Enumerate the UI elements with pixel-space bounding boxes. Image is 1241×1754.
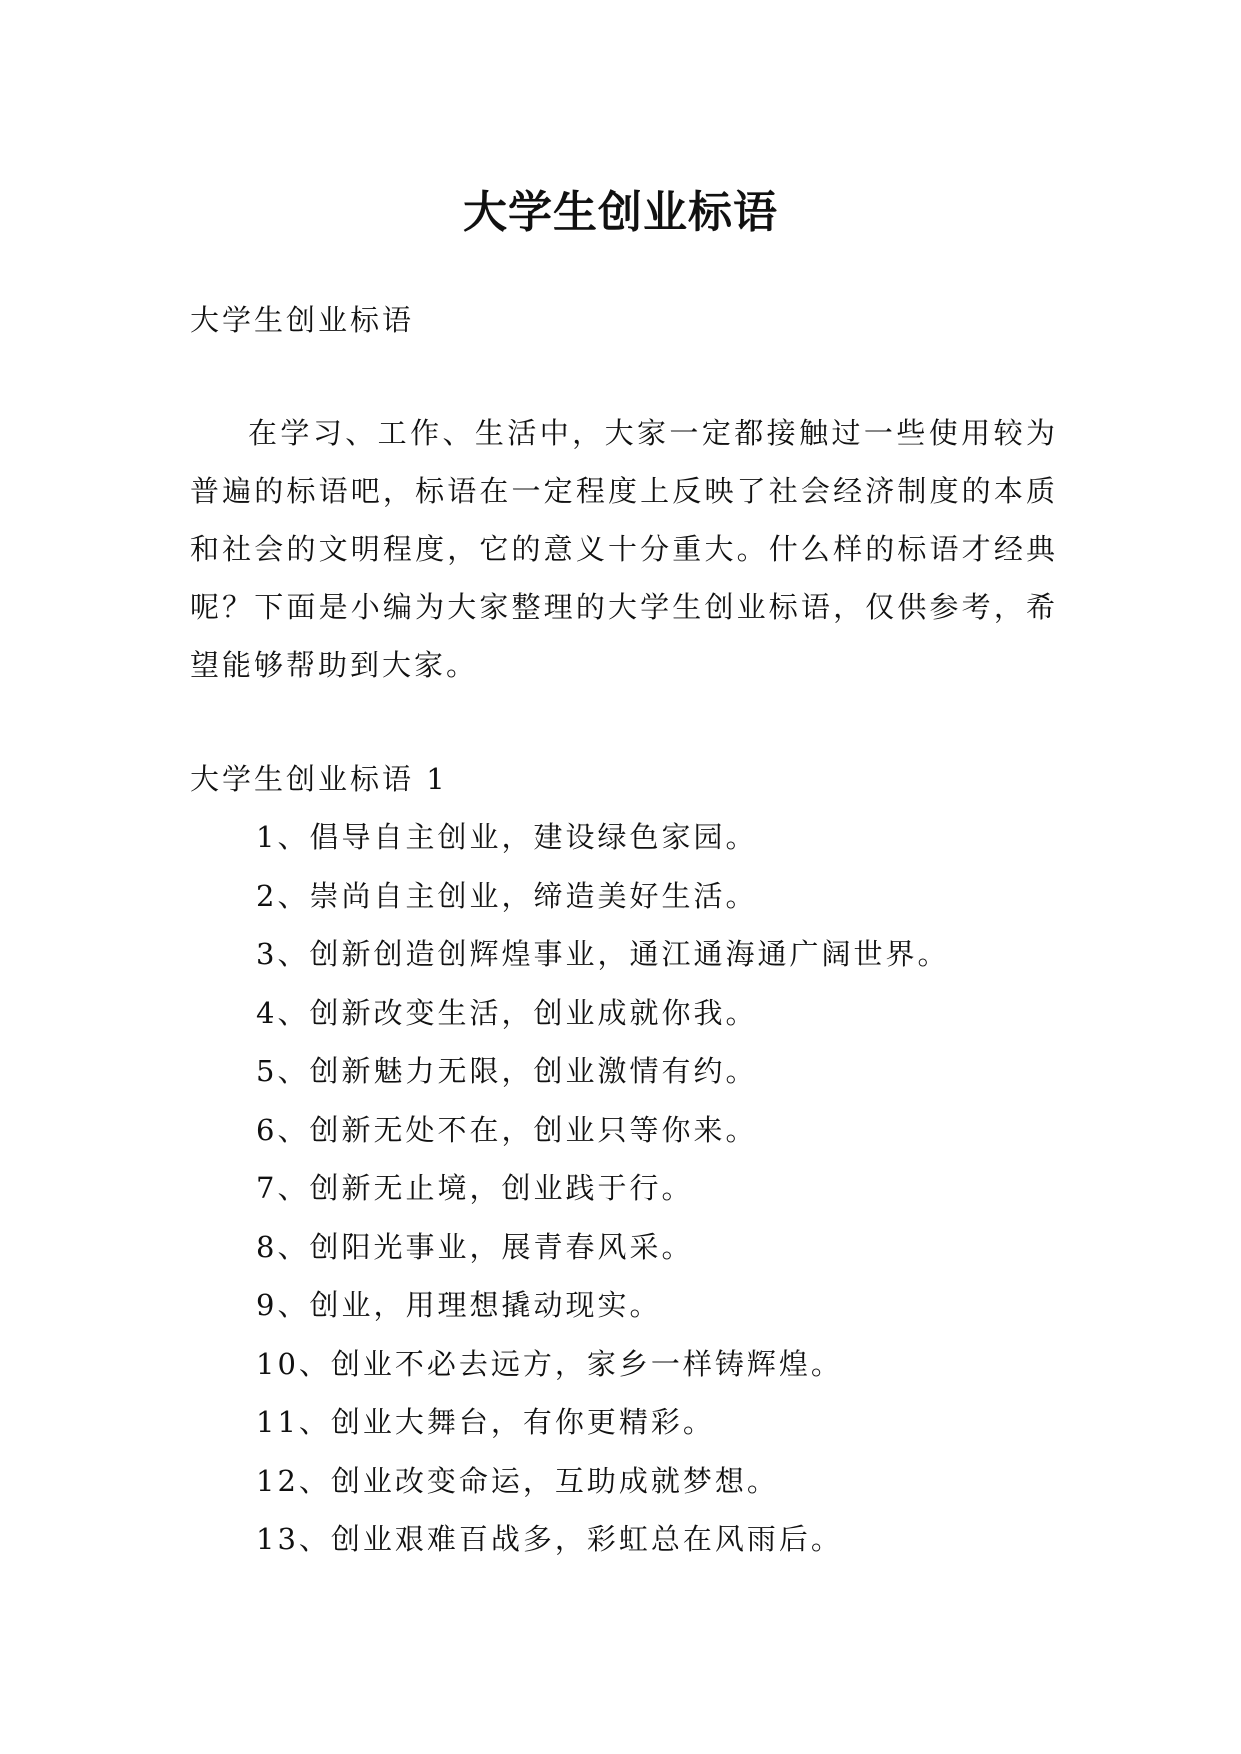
document-subtitle: 大学生创业标语	[190, 303, 415, 337]
slogan-item: 7、创新无止境，创业践于行。	[256, 1171, 694, 1205]
slogan-item: 8、创阳光事业，展青春风采。	[256, 1229, 694, 1264]
slogan-item: 13、创业艰难百战多，彩虹总在风雨后。	[256, 1522, 843, 1556]
document-body	[190, 290, 1058, 1569]
slogan-item: 11、创业大舞台，有你更精彩。	[256, 1405, 715, 1439]
slogan-item: 9、创业，用理想撬动现实。	[256, 1288, 662, 1322]
slogan-item: 3、创新创造创辉煌事业，通江通海通广阔世界。	[256, 937, 950, 971]
slogan-list	[190, 808, 1058, 1569]
slogan-item: 12、创业改变命运，互助成就梦想。	[256, 1463, 779, 1498]
slogan-item: 10、创业不必去远方，家乡一样铸辉煌。	[256, 1346, 843, 1381]
intro-paragraph: 在学习、工作、生活中，大家一定都接触过一些使用较为普遍的标语吧，标语在一定程度上反映了社会经济制度的本质和社会的文明程度，它的意义十分重大。什么样的标语才经典呢？下面是小编为大家整理的大学生创业标语，仅供参考，希望能够帮助到大家。	[190, 416, 1058, 682]
slogan-item: 6、创新无处不在，创业只等你来。	[256, 1112, 758, 1147]
section-heading: 大学生创业标语 1	[190, 762, 448, 796]
slogan-item: 1、倡导自主创业，建设绿色家园。	[256, 820, 758, 854]
slogan-item: 4、创新改变生活，创业成就你我。	[256, 995, 758, 1030]
document-title: 大学生创业标语	[463, 187, 778, 239]
slogan-item: 5、创新魅力无限，创业激情有约。	[256, 1054, 758, 1088]
slogan-item: 2、崇尚自主创业，缔造美好生活。	[256, 878, 758, 913]
